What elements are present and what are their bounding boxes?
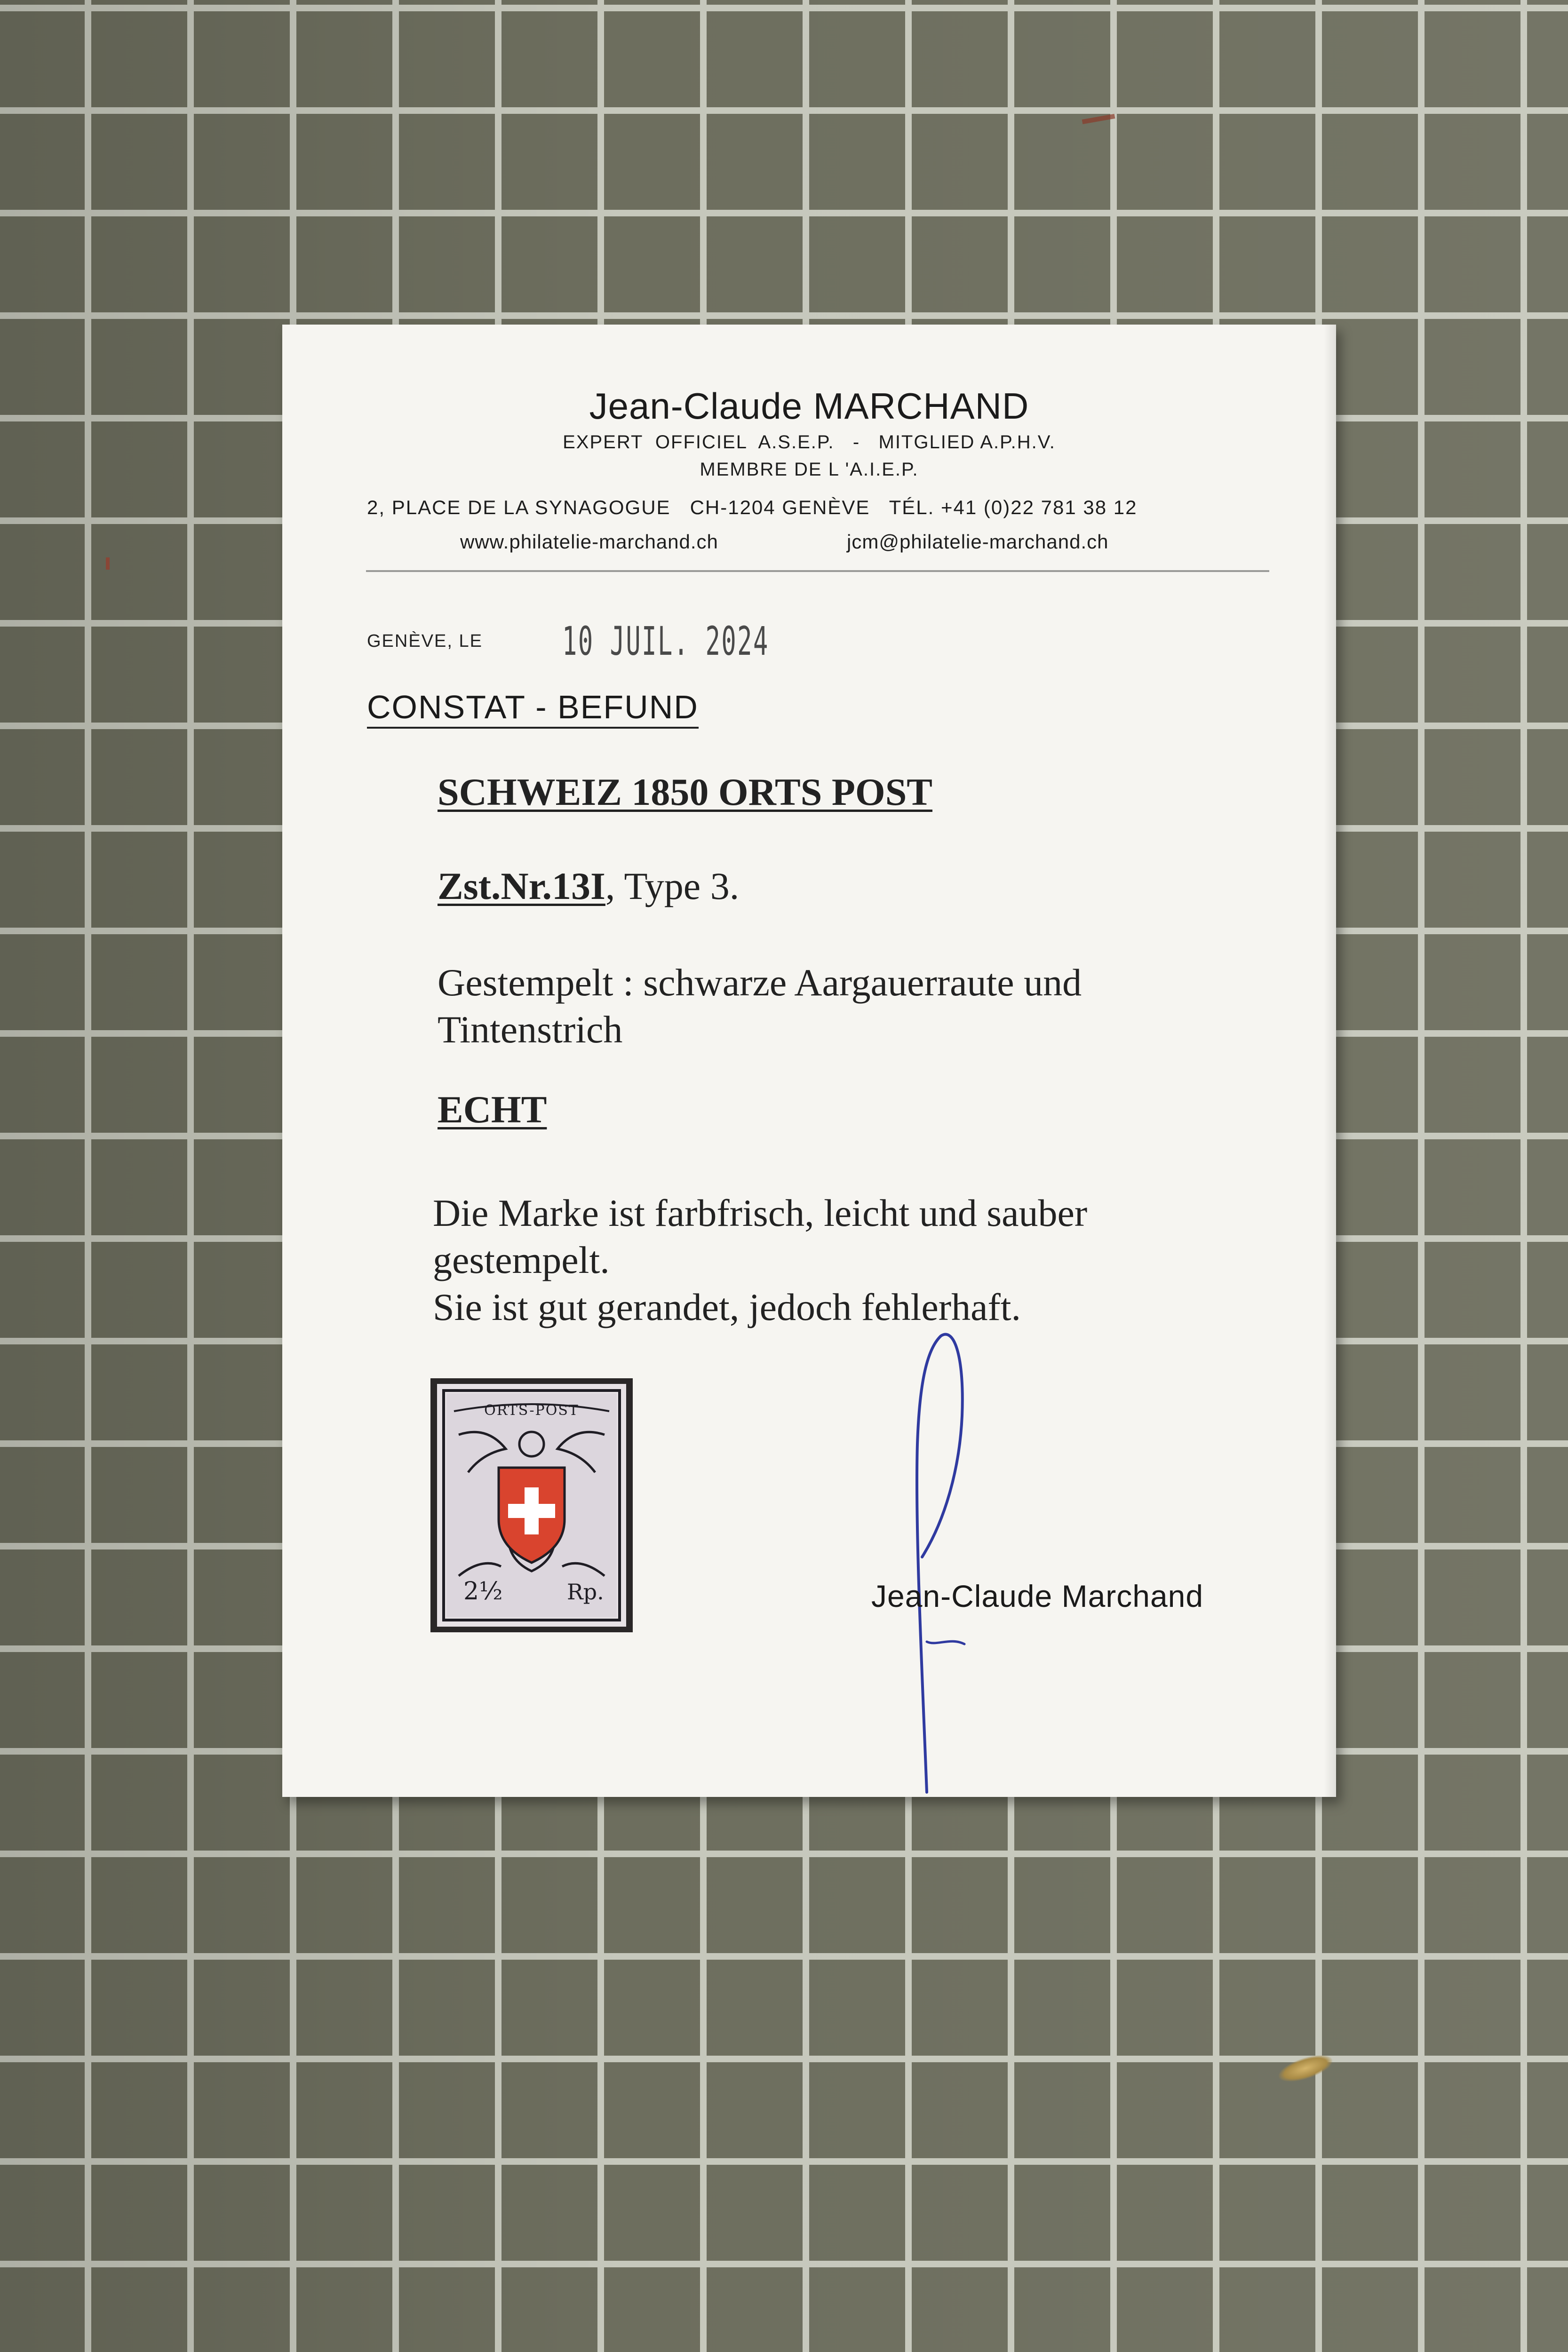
expert-membership: MEMBRE DE L 'A.I.E.P. — [700, 459, 919, 480]
date-stamp: 10 JUIL. 2024 — [562, 618, 769, 664]
report-heading: CONSTAT - BEFUND — [367, 688, 699, 729]
place-label: GENÈVE, LE — [367, 631, 483, 651]
catalog-type: , Type 3. — [605, 865, 740, 907]
condition-line: Die Marke ist farbfrisch, leicht und sauber — [433, 1192, 1088, 1234]
stamp-image — [430, 1378, 633, 1632]
stamp-value: 2½ — [463, 1577, 503, 1605]
stamp-title: SCHWEIZ 1850 ORTS POST — [438, 771, 932, 813]
catalog-line — [438, 863, 739, 909]
catalog-number: Zst.Nr.13I — [438, 865, 605, 907]
header-divider — [366, 570, 1269, 572]
signature-stroke — [917, 1335, 963, 1792]
cancellation-line: Tintenstrich — [438, 1008, 623, 1051]
verdict: ECHT — [438, 1088, 547, 1131]
expert-title: EXPERT OFFICIEL A.S.E.P. - MITGLIED A.P.H.V. — [563, 432, 1056, 453]
signature — [870, 1247, 993, 1797]
expert-address: 2, PLACE DE LA SYNAGOGUE CH-1204 GENÈVE TÉL. +41 (0)22 781 38 12 — [367, 496, 1138, 518]
cancellation-line: Gestempelt : schwarze Aargauerraute und — [438, 961, 1082, 1004]
background-mark — [1082, 114, 1115, 124]
expert-website: www.philatelie-marchand.ch — [460, 531, 718, 553]
stamp-currency: Rp. — [567, 1579, 604, 1605]
condition-line: Sie ist gut gerandet, jedoch fehlerhaft. — [433, 1286, 1021, 1328]
signature-flourish — [927, 1641, 964, 1644]
background-speck — [1275, 2050, 1336, 2087]
stamp-inscription: ORTS-POST — [484, 1402, 579, 1419]
expert-email: jcm@philatelie-marchand.ch — [847, 531, 1109, 553]
background-mark — [106, 557, 110, 570]
condition-line: gestempelt. — [433, 1239, 610, 1281]
expert-name: Jean-Claude MARCHAND — [589, 385, 1029, 427]
certificate-sheet — [282, 325, 1336, 1797]
signer-name: Jean-Claude Marchand — [871, 1579, 1204, 1613]
swiss-cross-horizontal — [508, 1504, 555, 1518]
